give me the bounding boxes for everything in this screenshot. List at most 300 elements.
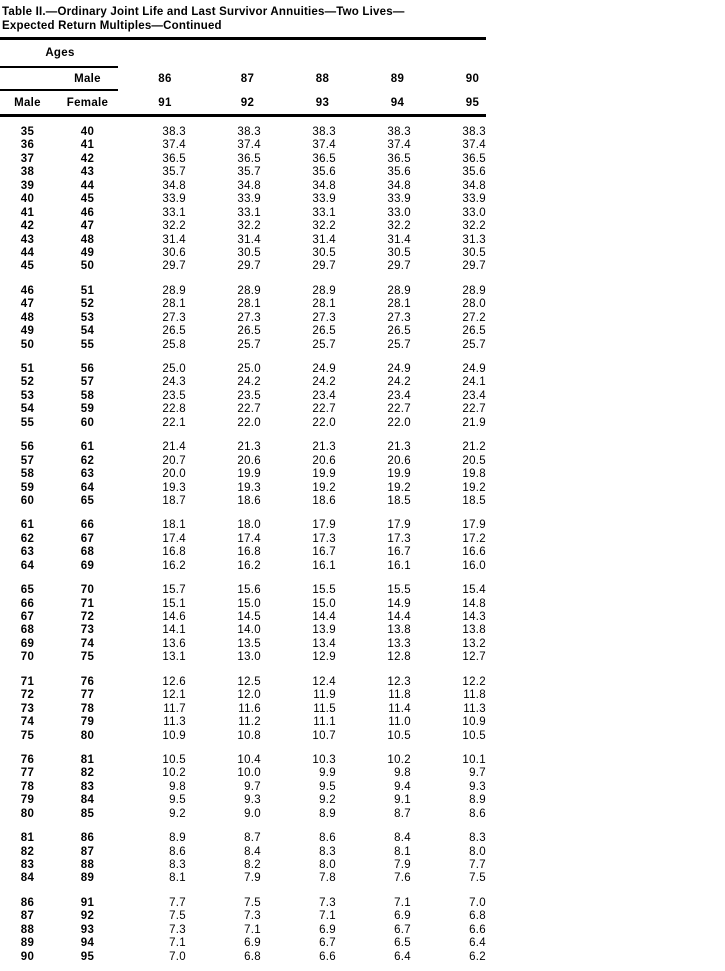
male-age-cell: 73 [20, 702, 35, 715]
female-age-cell: 89 [80, 872, 95, 885]
female-age-cell: 60 [80, 416, 95, 429]
multiple-value-cell: 12.6 [162, 675, 186, 688]
multiple-value-cell: 13.1 [162, 651, 186, 664]
multiple-value-cell: 15.0 [312, 597, 336, 610]
multiple-value-cell: 10.0 [237, 767, 261, 780]
table-row [0, 546, 510, 559]
table-row [0, 468, 510, 481]
multiple-value-cell: 10.7 [312, 729, 336, 742]
multiple-value-cell: 30.5 [312, 246, 336, 259]
multiple-value-cell: 34.8 [462, 179, 486, 192]
multiple-value-cell: 20.5 [462, 454, 486, 467]
multiple-value-cell: 10.9 [162, 729, 186, 742]
multiple-value-cell: 27.2 [462, 311, 486, 324]
table-row [0, 376, 510, 389]
multiple-value-cell: 15.1 [162, 597, 186, 610]
multiple-value-cell: 36.5 [462, 152, 486, 165]
female-age-91-header: 91 [158, 96, 172, 109]
multiple-value-cell: 24.9 [312, 363, 336, 375]
age-group-block [0, 126, 725, 274]
female-age-cell: 82 [80, 767, 95, 780]
female-age-cell: 42 [80, 152, 95, 165]
table-row [0, 716, 510, 729]
multiple-value-cell: 12.9 [312, 651, 336, 664]
female-age-cell: 95 [80, 950, 95, 963]
male-age-cell: 49 [20, 325, 35, 338]
female-age-cell: 57 [80, 376, 95, 389]
multiple-value-cell: 31.3 [462, 233, 486, 246]
male-age-cell: 68 [20, 624, 35, 637]
multiple-value-cell: 26.5 [387, 325, 411, 338]
table-row [0, 390, 510, 403]
male-age-cell: 86 [20, 896, 35, 909]
multiple-value-cell: 16.6 [462, 546, 486, 559]
multiple-value-cell: 19.9 [312, 468, 336, 481]
female-age-cell: 94 [80, 937, 95, 950]
multiple-value-cell: 36.5 [162, 152, 186, 165]
male-column-label: Male [14, 96, 41, 109]
multiple-value-cell: 9.7 [469, 767, 486, 780]
male-age-cell: 81 [20, 832, 35, 845]
male-age-cell: 59 [20, 481, 35, 494]
male-age-cell: 82 [20, 845, 35, 858]
multiple-value-cell: 20.6 [387, 454, 411, 467]
multiple-value-cell: 24.2 [387, 376, 411, 389]
multiple-value-cell: 31.4 [162, 233, 186, 246]
multiple-value-cell: 37.4 [162, 139, 186, 152]
multiple-value-cell: 10.8 [237, 729, 261, 742]
multiple-value-cell: 38.3 [387, 126, 411, 138]
multiple-value-cell: 25.7 [462, 338, 486, 351]
male-age-cell: 67 [20, 611, 35, 623]
multiple-value-cell: 6.9 [394, 910, 411, 923]
table-row [0, 363, 510, 376]
table-row [0, 533, 510, 546]
multiple-value-cell: 29.7 [162, 260, 186, 273]
multiple-value-cell: 32.2 [312, 220, 336, 233]
multiple-value-cell: 35.6 [387, 166, 411, 179]
multiple-value-cell: 35.6 [462, 166, 486, 179]
table-row [0, 897, 510, 910]
multiple-value-cell: 8.3 [319, 845, 336, 858]
multiple-value-cell: 11.8 [463, 689, 486, 702]
table-row [0, 560, 510, 573]
multiple-value-cell: 9.8 [394, 767, 411, 780]
multiple-value-cell: 6.9 [319, 923, 336, 936]
multiple-value-cell: 7.5 [169, 910, 186, 923]
multiple-value-cell: 8.0 [319, 859, 336, 871]
table-row [0, 584, 510, 597]
female-age-cell: 59 [80, 403, 95, 416]
female-age-cell: 72 [80, 611, 95, 623]
multiple-value-cell: 19.3 [162, 481, 186, 494]
multiple-value-cell: 34.8 [312, 179, 336, 192]
multiple-value-cell: 23.5 [237, 389, 261, 402]
multiple-value-cell: 17.9 [387, 519, 411, 532]
multiple-value-cell: 10.9 [462, 716, 486, 729]
multiple-value-cell: 9.5 [169, 794, 186, 807]
multiple-value-cell: 18.1 [162, 519, 186, 532]
multiple-value-cell: 22.7 [312, 403, 336, 416]
multiple-value-cell: 8.6 [169, 845, 186, 858]
multiple-value-cell: 16.7 [312, 546, 336, 559]
multiple-value-cell: 28.1 [387, 298, 411, 311]
table-row [0, 193, 510, 206]
multiple-value-cell: 13.8 [462, 624, 486, 637]
male-age-cell: 80 [20, 807, 35, 820]
female-age-cell: 52 [80, 298, 95, 311]
multiple-value-cell: 23.4 [462, 389, 486, 402]
multiple-value-cell: 38.3 [462, 126, 486, 138]
multiple-value-cell: 7.9 [244, 872, 261, 885]
multiple-value-cell: 21.4 [162, 441, 186, 454]
multiple-value-cell: 28.9 [387, 284, 411, 297]
multiple-value-cell: 17.3 [312, 532, 336, 545]
female-age-cell: 79 [80, 716, 95, 729]
multiple-value-cell: 17.4 [162, 532, 186, 545]
multiple-value-cell: 22.0 [237, 416, 261, 429]
male-age-cell: 70 [20, 651, 35, 664]
multiple-value-cell: 15.4 [462, 584, 486, 597]
age-group-block [0, 441, 725, 508]
multiple-value-cell: 25.0 [162, 363, 186, 375]
multiple-value-cell: 33.0 [387, 206, 411, 219]
multiple-value-cell: 28.1 [162, 298, 186, 311]
female-age-cell: 49 [80, 246, 95, 259]
multiple-value-cell: 9.9 [319, 767, 336, 780]
male-age-cell: 56 [20, 441, 35, 454]
table-row [0, 638, 510, 651]
multiple-value-cell: 10.1 [462, 753, 486, 766]
male-age-cell: 54 [20, 403, 35, 416]
male-age-cell: 51 [20, 363, 35, 375]
multiple-value-cell: 26.5 [237, 325, 261, 338]
age-group-block [0, 832, 725, 886]
male-age-cell: 52 [20, 376, 35, 389]
female-age-cell: 54 [80, 325, 95, 338]
multiple-value-cell: 27.3 [387, 311, 411, 324]
multiple-value-cell: 16.1 [387, 559, 411, 572]
multiple-value-cell: 6.2 [469, 950, 486, 963]
male-age-cell: 43 [20, 233, 35, 246]
multiple-value-cell: 28.9 [237, 284, 261, 297]
multiple-value-cell: 7.1 [319, 910, 336, 923]
male-age-cell: 58 [20, 468, 35, 481]
multiple-value-cell: 19.3 [237, 481, 261, 494]
multiple-value-cell: 14.4 [387, 611, 411, 623]
multiple-value-cell: 28.0 [462, 298, 486, 311]
multiple-value-cell: 6.4 [394, 950, 411, 963]
multiple-value-cell: 14.1 [162, 624, 186, 637]
multiple-value-cell: 27.3 [237, 311, 261, 324]
female-age-cell: 74 [80, 637, 95, 650]
multiple-value-cell: 7.3 [319, 896, 336, 909]
female-age-cell: 66 [80, 519, 95, 532]
table-row [0, 247, 510, 260]
female-age-cell: 53 [80, 311, 95, 324]
male-age-cell: 62 [20, 532, 35, 545]
multiple-value-cell: 7.1 [244, 923, 261, 936]
multiple-value-cell: 14.8 [462, 597, 486, 610]
female-age-cell: 83 [80, 780, 95, 793]
multiple-value-cell: 9.3 [244, 794, 261, 807]
multiple-value-cell: 30.5 [462, 246, 486, 259]
multiple-value-cell: 7.8 [319, 872, 336, 885]
multiple-value-cell: 38.3 [237, 126, 261, 138]
multiple-value-cell: 28.9 [312, 284, 336, 297]
multiple-value-cell: 37.4 [387, 139, 411, 152]
age-group-block [0, 519, 725, 573]
multiple-value-cell: 21.3 [237, 441, 261, 454]
multiple-value-cell: 13.3 [387, 637, 411, 650]
multiple-value-cell: 9.3 [469, 780, 486, 793]
multiple-value-cell: 8.7 [244, 832, 261, 845]
multiple-value-cell: 28.9 [462, 284, 486, 297]
multiple-value-cell: 13.4 [312, 637, 336, 650]
female-age-cell: 80 [80, 729, 95, 742]
table-row [0, 794, 510, 807]
multiple-value-cell: 10.5 [162, 753, 186, 766]
male-age-cell: 57 [20, 454, 35, 467]
table-row [0, 598, 510, 611]
multiple-value-cell: 6.7 [394, 923, 411, 936]
multiple-value-cell: 8.1 [169, 872, 186, 885]
multiple-value-cell: 26.5 [162, 325, 186, 338]
multiple-value-cell: 32.2 [237, 220, 261, 233]
multiple-value-cell: 24.9 [387, 363, 411, 375]
multiple-value-cell: 7.3 [244, 910, 261, 923]
female-age-cell: 67 [80, 532, 95, 545]
table-row [0, 872, 510, 885]
multiple-value-cell: 20.6 [312, 454, 336, 467]
male-ages-header-row [0, 68, 510, 89]
female-age-cell: 78 [80, 702, 95, 715]
multiple-value-cell: 6.8 [469, 910, 486, 923]
female-age-92-header: 92 [240, 96, 255, 109]
male-age-cell: 63 [20, 546, 35, 559]
female-age-cell: 69 [80, 559, 95, 572]
female-age-cell: 48 [80, 233, 95, 246]
multiple-value-cell: 17.3 [387, 532, 411, 545]
multiple-value-cell: 9.8 [169, 780, 186, 793]
female-ages-header-row [0, 91, 510, 114]
multiple-value-cell: 32.2 [162, 220, 186, 233]
male-age-cell: 75 [20, 729, 35, 742]
female-age-cell: 91 [80, 896, 95, 909]
multiple-value-cell: 20.7 [162, 454, 186, 467]
table-row [0, 910, 510, 923]
multiple-value-cell: 11.3 [463, 702, 486, 715]
multiple-value-cell: 11.8 [388, 689, 411, 702]
multiple-value-cell: 36.5 [387, 152, 411, 165]
table-row [0, 689, 510, 702]
multiple-value-cell: 16.0 [462, 559, 486, 572]
table-row [0, 220, 510, 233]
female-age-cell: 81 [80, 753, 95, 766]
multiple-value-cell: 8.9 [169, 832, 186, 845]
ages-header-label: Ages [45, 47, 75, 59]
multiple-value-cell: 18.7 [162, 494, 186, 507]
multiple-value-cell: 9.2 [319, 794, 336, 807]
female-age-cell: 46 [80, 206, 95, 219]
age-group-block [0, 363, 725, 430]
female-age-cell: 61 [80, 441, 95, 454]
multiple-value-cell: 15.5 [387, 584, 411, 597]
multiple-value-cell: 8.6 [469, 807, 486, 820]
multiple-value-cell: 8.3 [169, 859, 186, 871]
multiple-value-cell: 12.5 [237, 675, 261, 688]
female-age-cell: 65 [80, 494, 95, 507]
multiple-value-cell: 28.1 [237, 298, 261, 311]
multiple-value-cell: 9.1 [394, 794, 411, 807]
multiple-value-cell: 11.6 [238, 702, 261, 715]
female-age-cell: 55 [80, 338, 95, 351]
table-row [0, 234, 510, 247]
multiple-value-cell: 11.9 [313, 689, 336, 702]
male-age-cell: 42 [20, 220, 35, 233]
table-row [0, 767, 510, 780]
multiple-value-cell: 23.5 [162, 389, 186, 402]
multiple-value-cell: 19.9 [387, 468, 411, 481]
multiple-value-cell: 10.5 [462, 729, 486, 742]
multiple-value-cell: 13.5 [237, 637, 261, 650]
multiple-value-cell: 22.7 [462, 403, 486, 416]
age-group-block [0, 754, 725, 821]
multiple-value-cell: 36.5 [312, 152, 336, 165]
female-age-cell: 51 [80, 284, 95, 297]
multiple-value-cell: 15.5 [312, 584, 336, 597]
multiple-value-cell: 33.1 [312, 206, 336, 219]
multiple-value-cell: 24.3 [162, 376, 186, 389]
multiple-value-cell: 36.5 [237, 152, 261, 165]
multiple-value-cell: 18.5 [462, 494, 486, 507]
multiple-value-cell: 30.5 [237, 246, 261, 259]
male-age-cell: 38 [20, 166, 35, 179]
multiple-value-cell: 28.9 [162, 284, 186, 297]
male-age-cell: 72 [20, 689, 35, 702]
multiple-value-cell: 6.6 [469, 923, 486, 936]
multiple-value-cell: 7.1 [394, 896, 411, 909]
ages-header-row [0, 40, 510, 66]
female-age-cell: 43 [80, 166, 95, 179]
multiple-value-cell: 14.5 [237, 611, 261, 623]
multiple-value-cell: 7.0 [469, 896, 486, 909]
multiple-value-cell: 18.6 [237, 494, 261, 507]
multiple-value-cell: 11.3 [163, 716, 186, 729]
table-body [0, 117, 725, 964]
table-row [0, 482, 510, 495]
male-age-89-header: 89 [390, 72, 405, 85]
age-group-block [0, 897, 725, 964]
multiple-value-cell: 12.8 [387, 651, 411, 664]
multiple-value-cell: 22.7 [387, 403, 411, 416]
multiple-value-cell: 12.2 [462, 675, 486, 688]
female-age-cell: 64 [80, 481, 95, 494]
table-row [0, 781, 510, 794]
multiple-value-cell: 11.0 [388, 716, 411, 729]
table-row [0, 846, 510, 859]
multiple-value-cell: 28.1 [312, 298, 336, 311]
male-age-cell: 50 [20, 338, 35, 351]
multiple-value-cell: 30.5 [387, 246, 411, 259]
multiple-value-cell: 29.7 [237, 260, 261, 273]
female-age-95-header: 95 [465, 96, 480, 109]
male-age-cell: 69 [20, 637, 35, 650]
multiple-value-cell: 33.9 [462, 193, 486, 206]
multiple-value-cell: 27.3 [312, 311, 336, 324]
female-age-cell: 62 [80, 454, 95, 467]
female-age-cell: 92 [80, 910, 95, 923]
multiple-value-cell: 17.4 [237, 532, 261, 545]
multiple-value-cell: 31.4 [312, 233, 336, 246]
multiple-value-cell: 8.6 [319, 832, 336, 845]
table-row [0, 403, 510, 416]
female-age-93-header: 93 [315, 96, 330, 109]
multiple-value-cell: 8.0 [469, 845, 486, 858]
multiple-value-cell: 26.5 [462, 325, 486, 338]
multiple-value-cell: 38.3 [162, 126, 186, 138]
male-age-cell: 55 [20, 416, 35, 429]
multiple-value-cell: 12.1 [162, 689, 186, 702]
multiple-value-cell: 13.9 [312, 624, 336, 637]
table-row [0, 455, 510, 468]
table-row [0, 441, 510, 454]
male-age-cell: 89 [20, 937, 35, 950]
table-row [0, 180, 510, 193]
multiple-value-cell: 16.8 [162, 546, 186, 559]
female-age-cell: 73 [80, 624, 95, 637]
multiple-value-cell: 19.2 [387, 481, 411, 494]
multiple-value-cell: 8.9 [469, 794, 486, 807]
multiple-value-cell: 16.1 [312, 559, 336, 572]
multiple-value-cell: 7.5 [244, 896, 261, 909]
female-age-cell: 77 [80, 689, 95, 702]
multiple-value-cell: 16.2 [162, 559, 186, 572]
male-age-cell: 83 [20, 859, 35, 871]
table-row [0, 207, 510, 220]
multiple-value-cell: 12.3 [387, 675, 411, 688]
multiple-value-cell: 18.0 [237, 519, 261, 532]
male-age-cell: 35 [20, 126, 35, 138]
multiple-value-cell: 34.8 [387, 179, 411, 192]
multiple-value-cell: 21.3 [387, 441, 411, 454]
multiple-value-cell: 33.1 [162, 206, 186, 219]
age-group-block [0, 285, 725, 352]
female-age-cell: 50 [80, 260, 95, 273]
multiple-value-cell: 18.6 [312, 494, 336, 507]
male-age-cell: 48 [20, 311, 35, 324]
table-row [0, 519, 510, 532]
multiple-value-cell: 8.4 [244, 845, 261, 858]
multiple-value-cell: 6.8 [244, 950, 261, 963]
multiple-value-cell: 21.9 [462, 416, 486, 429]
male-age-cell: 45 [20, 260, 35, 273]
multiple-value-cell: 10.5 [387, 729, 411, 742]
multiple-value-cell: 25.0 [237, 363, 261, 375]
multiple-value-cell: 15.6 [237, 584, 261, 597]
multiple-value-cell: 16.7 [387, 546, 411, 559]
multiple-value-cell: 7.5 [469, 872, 486, 885]
table-row [0, 730, 510, 743]
multiple-value-cell: 24.1 [462, 376, 486, 389]
table-row [0, 808, 510, 821]
table-row [0, 832, 510, 845]
table-row [0, 651, 510, 664]
female-age-cell: 75 [80, 651, 95, 664]
male-age-cell: 36 [20, 139, 35, 152]
multiple-value-cell: 11.5 [313, 702, 336, 715]
multiple-value-cell: 10.2 [162, 767, 186, 780]
